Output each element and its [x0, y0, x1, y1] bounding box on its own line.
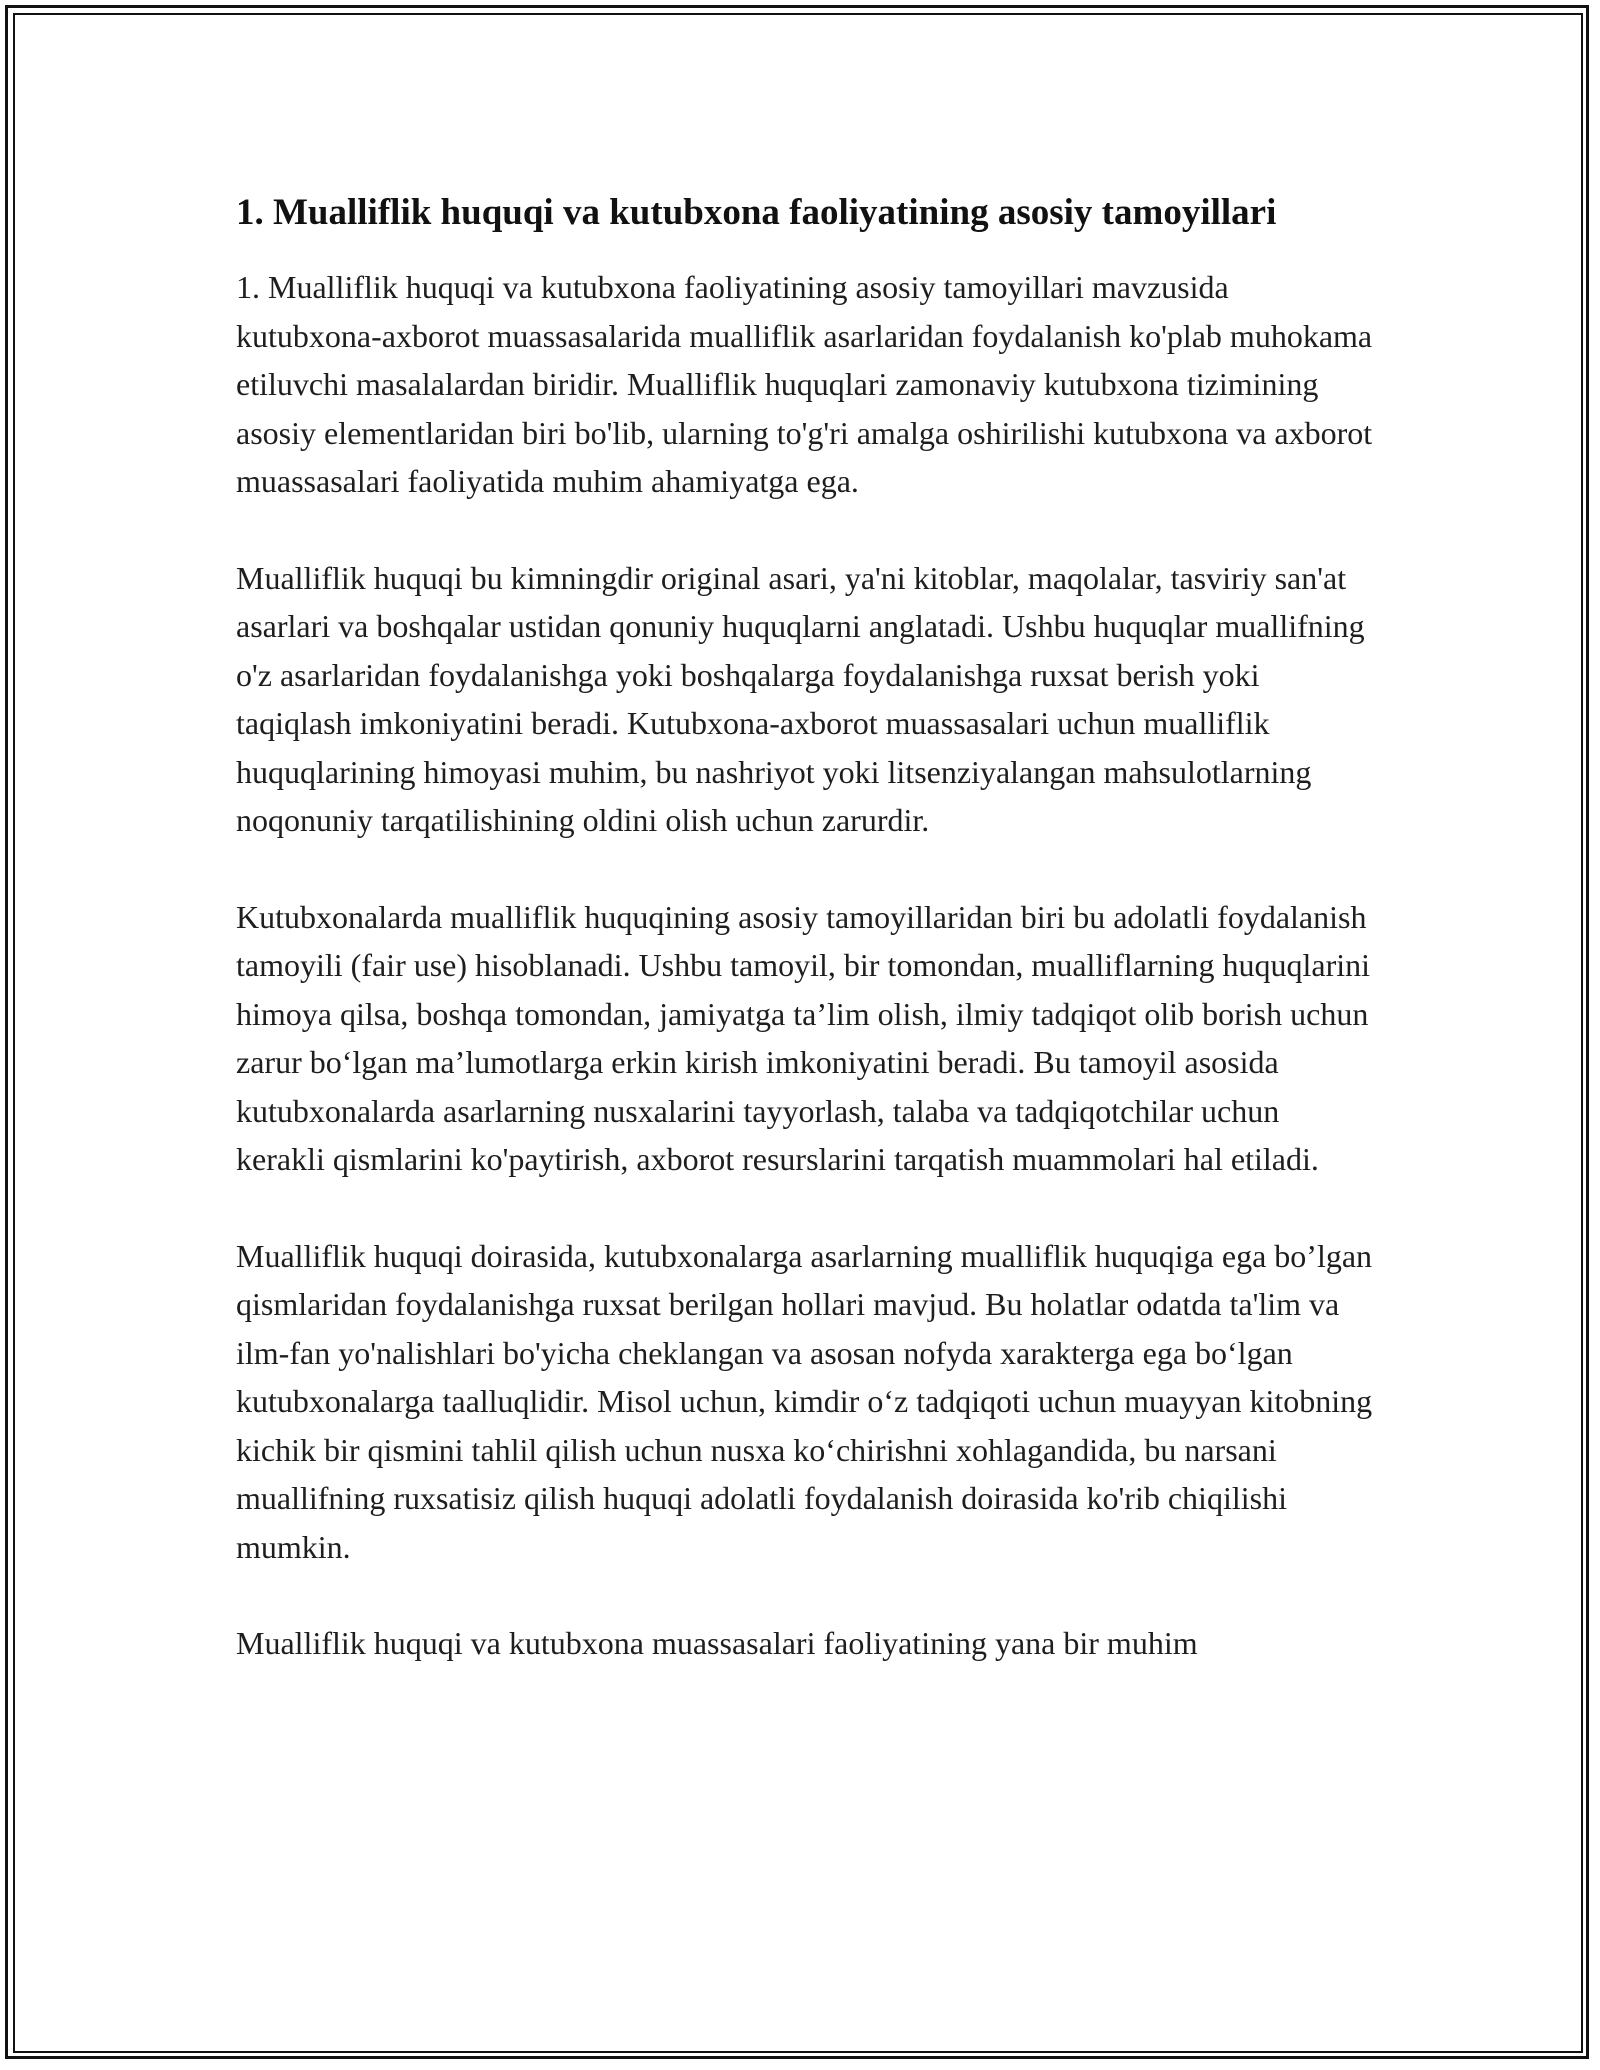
spacer [236, 1184, 1376, 1232]
paragraph-2: Mualliflik huquqi bu kimningdir original asari, ya'ni kitoblar, maqolalar, tasviriy san'at asarlari va boshqalar ustidan qonuniy huquqlarni anglatadi. Ushbu huquqlar muallifning o'z asarlaridan foydalanishga yoki boshqalarga foydalanishga ruxsat berish yoki taqiqlash imkoniyatini beradi. Kutubxona-axborot muassasalari uchun mualliflik huquqlarining himoyasi muhim, bu nashriyot yoki litsenziyalangan mahsulotlarning noqonuniy tarqatilishining oldini olish uchun zarurdir. [236, 559, 1365, 838]
spacer [236, 506, 1376, 554]
paragraph-5: Mualliflik huquqi va kutubxona muassasalari faoliyatining yana bir muhim [236, 1625, 1198, 1661]
document-title: 1. Mualliflik huquqi va kutubxona faoliyatining asosiy tamoyillari [236, 192, 1277, 233]
paragraph-1: 1. Mualliflik huquqi va kutubxona faoliyatining asosiy tamoyillari mavzusida kutubxona-axborot muassasalarida mualliflik asarlaridan foydalanish ko'plab muhokama etiluvchi masalalardan biridir. Mualliflik huquqlari zamonaviy kutubxona tizimining asosiy elementlaridan biri bo'lib, ularning to'g'ri amalga oshirilishi kutubxona va axborot muassasalari faoliyatida muhim ahamiyatga ega. [236, 269, 1373, 499]
spacer [236, 241, 1376, 263]
paragraph-4: Mualliflik huquqi doirasida, kutubxonalarga asarlarning mualliflik huquqiga ega bo’lgan qismlaridan foydalanishga ruxsat berilgan hollari mavjud. Bu holatlar odatda ta'lim va ilm-fan yo'nalishlari bo'yicha cheklangan va asosan nofyda xarakterga ega bo‘lgan kutubxonalarga taalluqlidir. Misol uchun, kimdir o‘z tadqiqoti uchun muayyan kitobning kichik bir qismini tahlil qilish uchun nusxa ko‘chirishni xohlagandida, bu narsani muallifning ruxsatisiz qilish huquqi adolatli foydalanish doirasida ko'rib chiqilishi mumkin. [236, 1237, 1373, 1565]
spacer [236, 845, 1376, 893]
paragraph-3: Kutubxonalarda mualliflik huquqining asosiy tamoyillaridan biri bu adolatli foydalanish tamoyili (fair use) hisoblanadi. Ushbu tamoyil, bir tomondan, mualliflarning huquqlarini himoya qilsa, boshqa tomondan, jamiyatga ta’lim olish, ilmiy tadqiqot olib borish uchun zarur bo‘lgan ma’lumotlarga erkin kirish imkoniyatini beradi. Bu tamoyil asosida kutubxonalarda asarlarning nusxalarini tayyorlash, talaba va tadqiqotchilar uchun kerakli qismlarini ko'paytirish, axborot resurslarini tarqatish muammolari hal etiladi. [236, 898, 1371, 1177]
document-body [236, 185, 1376, 1668]
spacer [236, 1571, 1376, 1619]
